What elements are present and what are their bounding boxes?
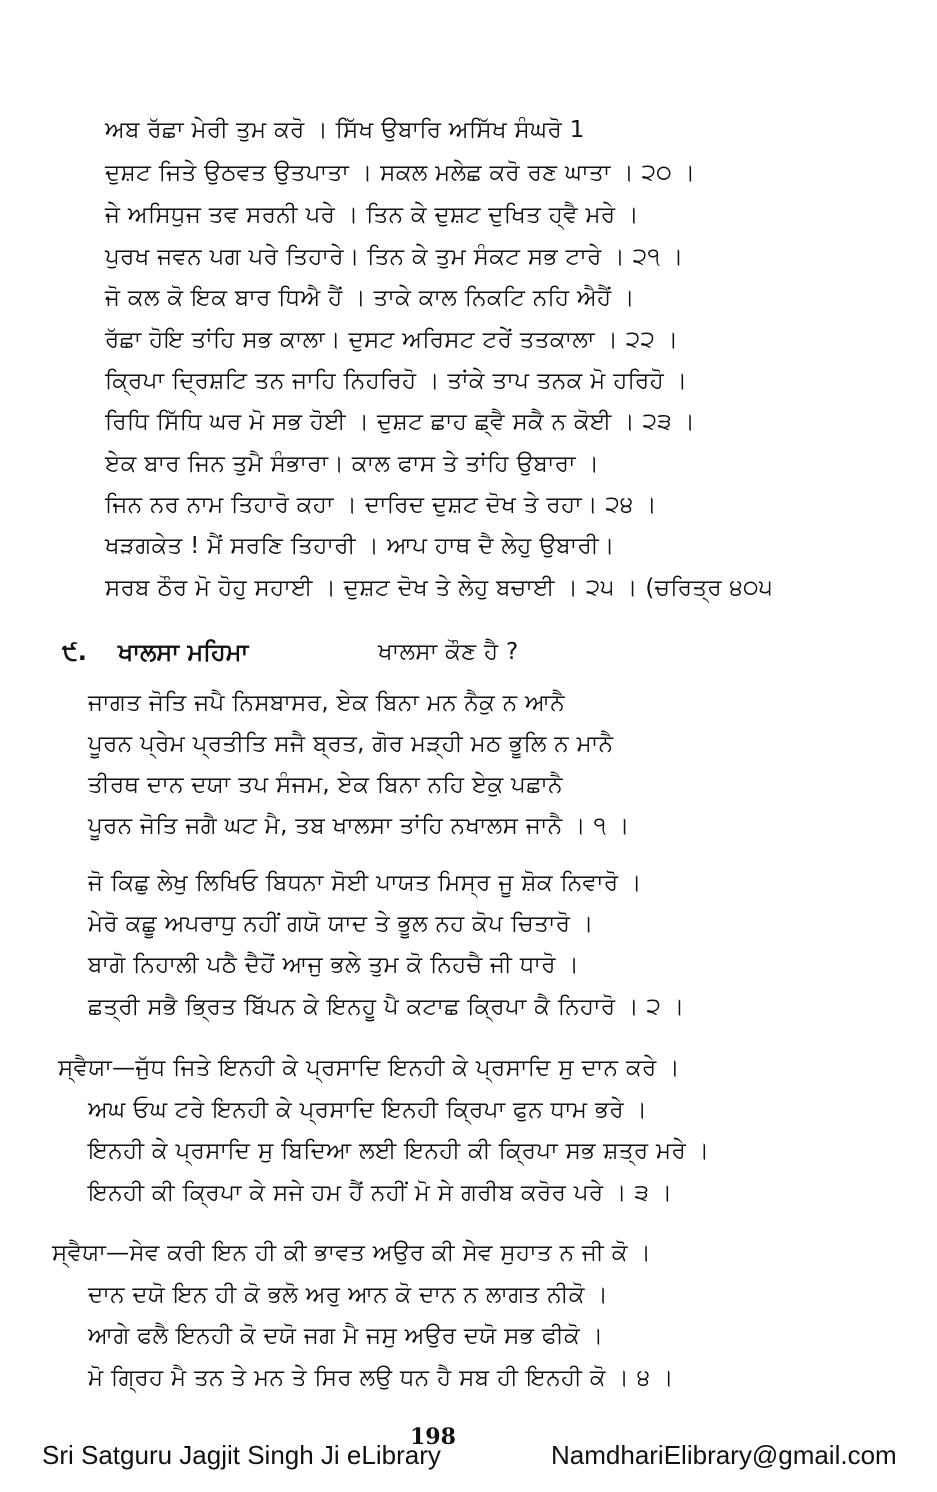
verse-line: ਅਘ ਓਘ ਟਰੇ ਇਨਹੀ ਕੇ ਪ੍ਰਸਾਦਿ ਇਨਹੀ ਕ੍ਰਿਪਾ ਫੁਨ ਧਾਮ ਭਰੇ । <box>88 1097 648 1123</box>
page-number: 198 <box>410 1424 456 1450</box>
verse-line: ਜੇ ਅਸਿਧੁਜ ਤਵ ਸਰਨੀ ਪਰੇ । ਤਿਨ ਕੇ ਦੁਸ਼ਟ ਦੁਖਿਤ ਹ੍ਵੈ ਮਰੇ । <box>105 202 639 228</box>
verse-line: ਛਤ੍ਰੀ ਸਭੈ ਭ੍ਰਿਤ ਬਿੱਪਨ ਕੇ ਇਨਹੂ ਪੈ ਕਟਾਛ ਕ੍ਰਿਪਾ ਕੈ ਨਿਹਾਰੋ । ੨ । <box>88 994 685 1020</box>
verse-line: ਮੋ ਗ੍ਰਿਹ ਮੈ ਤਨ ਤੇ ਮਨ ਤੇ ਸਿਰ ਲਉ ਧਨ ਹੈ ਸਬ ਹੀ ਇਨਹੀ ਕੋ । ੪ । <box>88 1365 674 1391</box>
verse-line: ਪੂਰਨ ਪ੍ਰੇਮ ਪ੍ਰਤੀਤਿ ਸਜੈ ਬ੍ਰਤ, ਗੋਰ ਮੜ੍ਹੀ ਮਠ ਭੂਲਿ ਨ ਮਾਨੈ <box>88 731 614 757</box>
verse-line: ਰਿਧਿ ਸਿੱਧਿ ਘਰ ਮੋ ਸਭ ਹੋਈ । ਦੁਸ਼ਟ ਛਾਹ ਛ੍ਵੈ ਸਕੈ ਨ ਕੋਈ । ੨੩ । <box>105 409 696 435</box>
footer-library-name: Sri Satguru Jagjit Singh Ji eLibrary <box>42 1440 441 1470</box>
footer-email: NamdhariElibrary@gmail.com <box>551 1440 897 1470</box>
verse-line: ਪੁਰਖ ਜਵਨ ਪਗ ਪਰੇ ਤਿਹਾਰੇ। ਤਿਨ ਕੇ ਤੁਮ ਸੰਕਟ ਸਭ ਟਾਰੇ । ੨੧ । <box>105 244 684 270</box>
verse-line: ਕ੍ਰਿਪਾ ਦ੍ਰਿਸ਼ਟਿ ਤਨ ਜਾਹਿ ਨਿਹਰਿਹੋ । ਤਾਂਕੇ ਤਾਪ ਤਨਕ ਮੋ ਹਰਿਹੋ । <box>105 368 688 394</box>
verse-line: ਖੜਗਕੇਤ ! ਮੈਂ ਸਰਣਿ ਤਿਹਾਰੀ । ਆਪ ਹਾਥ ਦੈ ਲੇਹੁ ਉਬਾਰੀ। <box>105 533 615 559</box>
section-subtitle: ਖਾਲਸਾ ਕੌਣ ਹੈ ? <box>378 639 519 665</box>
verse-line: ਦਾਨ ਦਯੋ ਇਨ ਹੀ ਕੋ ਭਲੋ ਅਰੁ ਆਨ ਕੋ ਦਾਨ ਨ ਲਾਗਤ ਨੀਕੋ । <box>88 1282 609 1308</box>
verse-line: ਜਾਗਤ ਜੋਤਿ ਜਪੈ ਨਿਸਬਾਸਰ, ਏਕ ਬਿਨਾ ਮਨ ਨੈਕੁ ਨ ਆਨੈ <box>88 690 565 716</box>
verse-line: ਸਰਬ ਠੌਰ ਮੋ ਹੋਹੁ ਸਹਾਈ । ਦੁਸ਼ਟ ਦੋਖ ਤੇ ਲੇਹੁ ਬਚਾਈ । ੨੫ । (ਚਰਿਤ੍ਰ ੪੦੫ <box>105 575 773 601</box>
verse-line: ਸ੍ਵੈਯਾ—ਜੁੱਧ ਜਿਤੇ ਇਨਹੀ ਕੇ ਪ੍ਰਸਾਦਿ ਇਨਹੀ ਕੇ ਪ੍ਰਸਾਦਿ ਸੁ ਦਾਨ ਕਰੇ । <box>58 1055 680 1081</box>
verse-line: ਦੁਸ਼ਟ ਜਿਤੇ ਉਠਵਤ ਉਤਪਾਤਾ । ਸਕਲ ਮਲੇਛ ਕਰੋ ਰਣ ਘਾਤਾ । ੨੦ । <box>105 160 696 186</box>
verse-line: ਇਨਹੀ ਕੀ ਕ੍ਰਿਪਾ ਕੇ ਸਜੇ ਹਮ ਹੈਂ ਨਹੀਂ ਮੋ ਸੇ ਗਰੀਬ ਕਰੋਰ ਪਰੇ । ੩ । <box>88 1180 673 1206</box>
verse-line: ਸ੍ਵੈਯਾ—ਸੇਵ ਕਰੀ ਇਨ ਹੀ ਕੀ ਭਾਵਤ ਅਉਰ ਕੀ ਸੇਵ ਸੁਹਾਤ ਨ ਜੀ ਕੋ । <box>52 1240 652 1266</box>
verse-line: ਮੇਰੋ ਕਛੂ ਅਪਰਾਧੁ ਨਹੀਂ ਗਯੋ ਯਾਦ ਤੇ ਭੂਲ ਨਹ ਕੋਪ ਚਿਤਾਰੋ । <box>88 911 594 937</box>
verse-line: ਆਗੇ ਫਲੈ ਇਨਹੀ ਕੋ ਦਯੋ ਜਗ ਮੈ ਜਸੁ ਅਉਰ ਦਯੋ ਸਭ ਫੀਕੋ । <box>88 1323 604 1349</box>
verse-line: ਇਨਹੀ ਕੇ ਪ੍ਰਸਾਦਿ ਸੁ ਬਿਦਿਆ ਲਈ ਇਨਹੀ ਕੀ ਕ੍ਰਿਪਾ ਸਭ ਸ਼ਤ੍ਰ ਮਰੇ । <box>88 1138 710 1164</box>
verse-line: ਤੀਰਥ ਦਾਨ ਦਯਾ ਤਪ ਸੰਜਮ, ਏਕ ਬਿਨਾ ਨਹਿ ਏਕੁ ਪਛਾਨੈ <box>88 772 563 798</box>
verse-line: ਜਿਨ ਨਰ ਨਾਮ ਤਿਹਾਰੋ ਕਹਾ । ਦਾਰਿਦ ਦੁਸ਼ਟ ਦੋਖ ਤੇ ਰਹਾ। ੨੪ । <box>105 492 657 518</box>
verse-line: ਏਕ ਬਾਰ ਜਿਨ ਤੁਮੈ ਸੰਭਾਰਾ। ਕਾਲ ਫਾਸ ਤੇ ਤਾਂਹਿ ਉਬਾਰਾ । <box>105 451 600 477</box>
verse-line: ਬਾਗੋ ਨਿਹਾਲੀ ਪਠੈ ਦੈਹੋਂ ਆਜੁ ਭਲੇ ਤੁਮ ਕੋ ਨਿਹਚੈ ਜੀ ਧਾਰੋ । <box>88 952 580 978</box>
verse-line: ਜੋ ਕਲ ਕੋ ਇਕ ਬਾਰ ਧਿਐ ਹੈਂ । ਤਾਕੇ ਕਾਲ ਨਿਕਟਿ ਨਹਿ ਐਹੈਂ । <box>105 285 635 311</box>
verse-line: ਜੋ ਕਿਛੁ ਲੇਖੁ ਲਿਖਿਓ ਬਿਧਨਾ ਸੋਈ ਪਾਯਤ ਮਿਸ੍ਰ ਜੂ ਸ਼ੋਕ ਨਿਵਾਰੋ । <box>88 870 642 896</box>
section-title: ਖਾਲਸਾ ਮਹਿਮਾ <box>118 638 249 666</box>
section-number: ੯. <box>62 638 87 666</box>
verse-line: ਰੱਛਾ ਹੋਇ ਤਾਂਹਿ ਸਭ ਕਾਲਾ। ਦੁਸਟ ਅਰਿਸਟ ਟਰੇਂ ਤਤਕਾਲਾ । ੨੨ । <box>105 327 679 353</box>
verse-line: ਅਬ ਰੱਛਾ ਮੇਰੀ ਤੁਮ ਕਰੋ । ਸਿੱਖ ਉਬਾਰਿ ਅਸਿੱਖ ਸੰਘਰੋ 1 <box>105 117 585 143</box>
verse-line: ਪੂਰਨ ਜੋਤਿ ਜਗੈ ਘਟ ਮੈ, ਤਬ ਖਾਲਸਾ ਤਾਂਹਿ ਨਖਾਲਸ ਜਾਨੈ । ੧ । <box>88 813 630 839</box>
